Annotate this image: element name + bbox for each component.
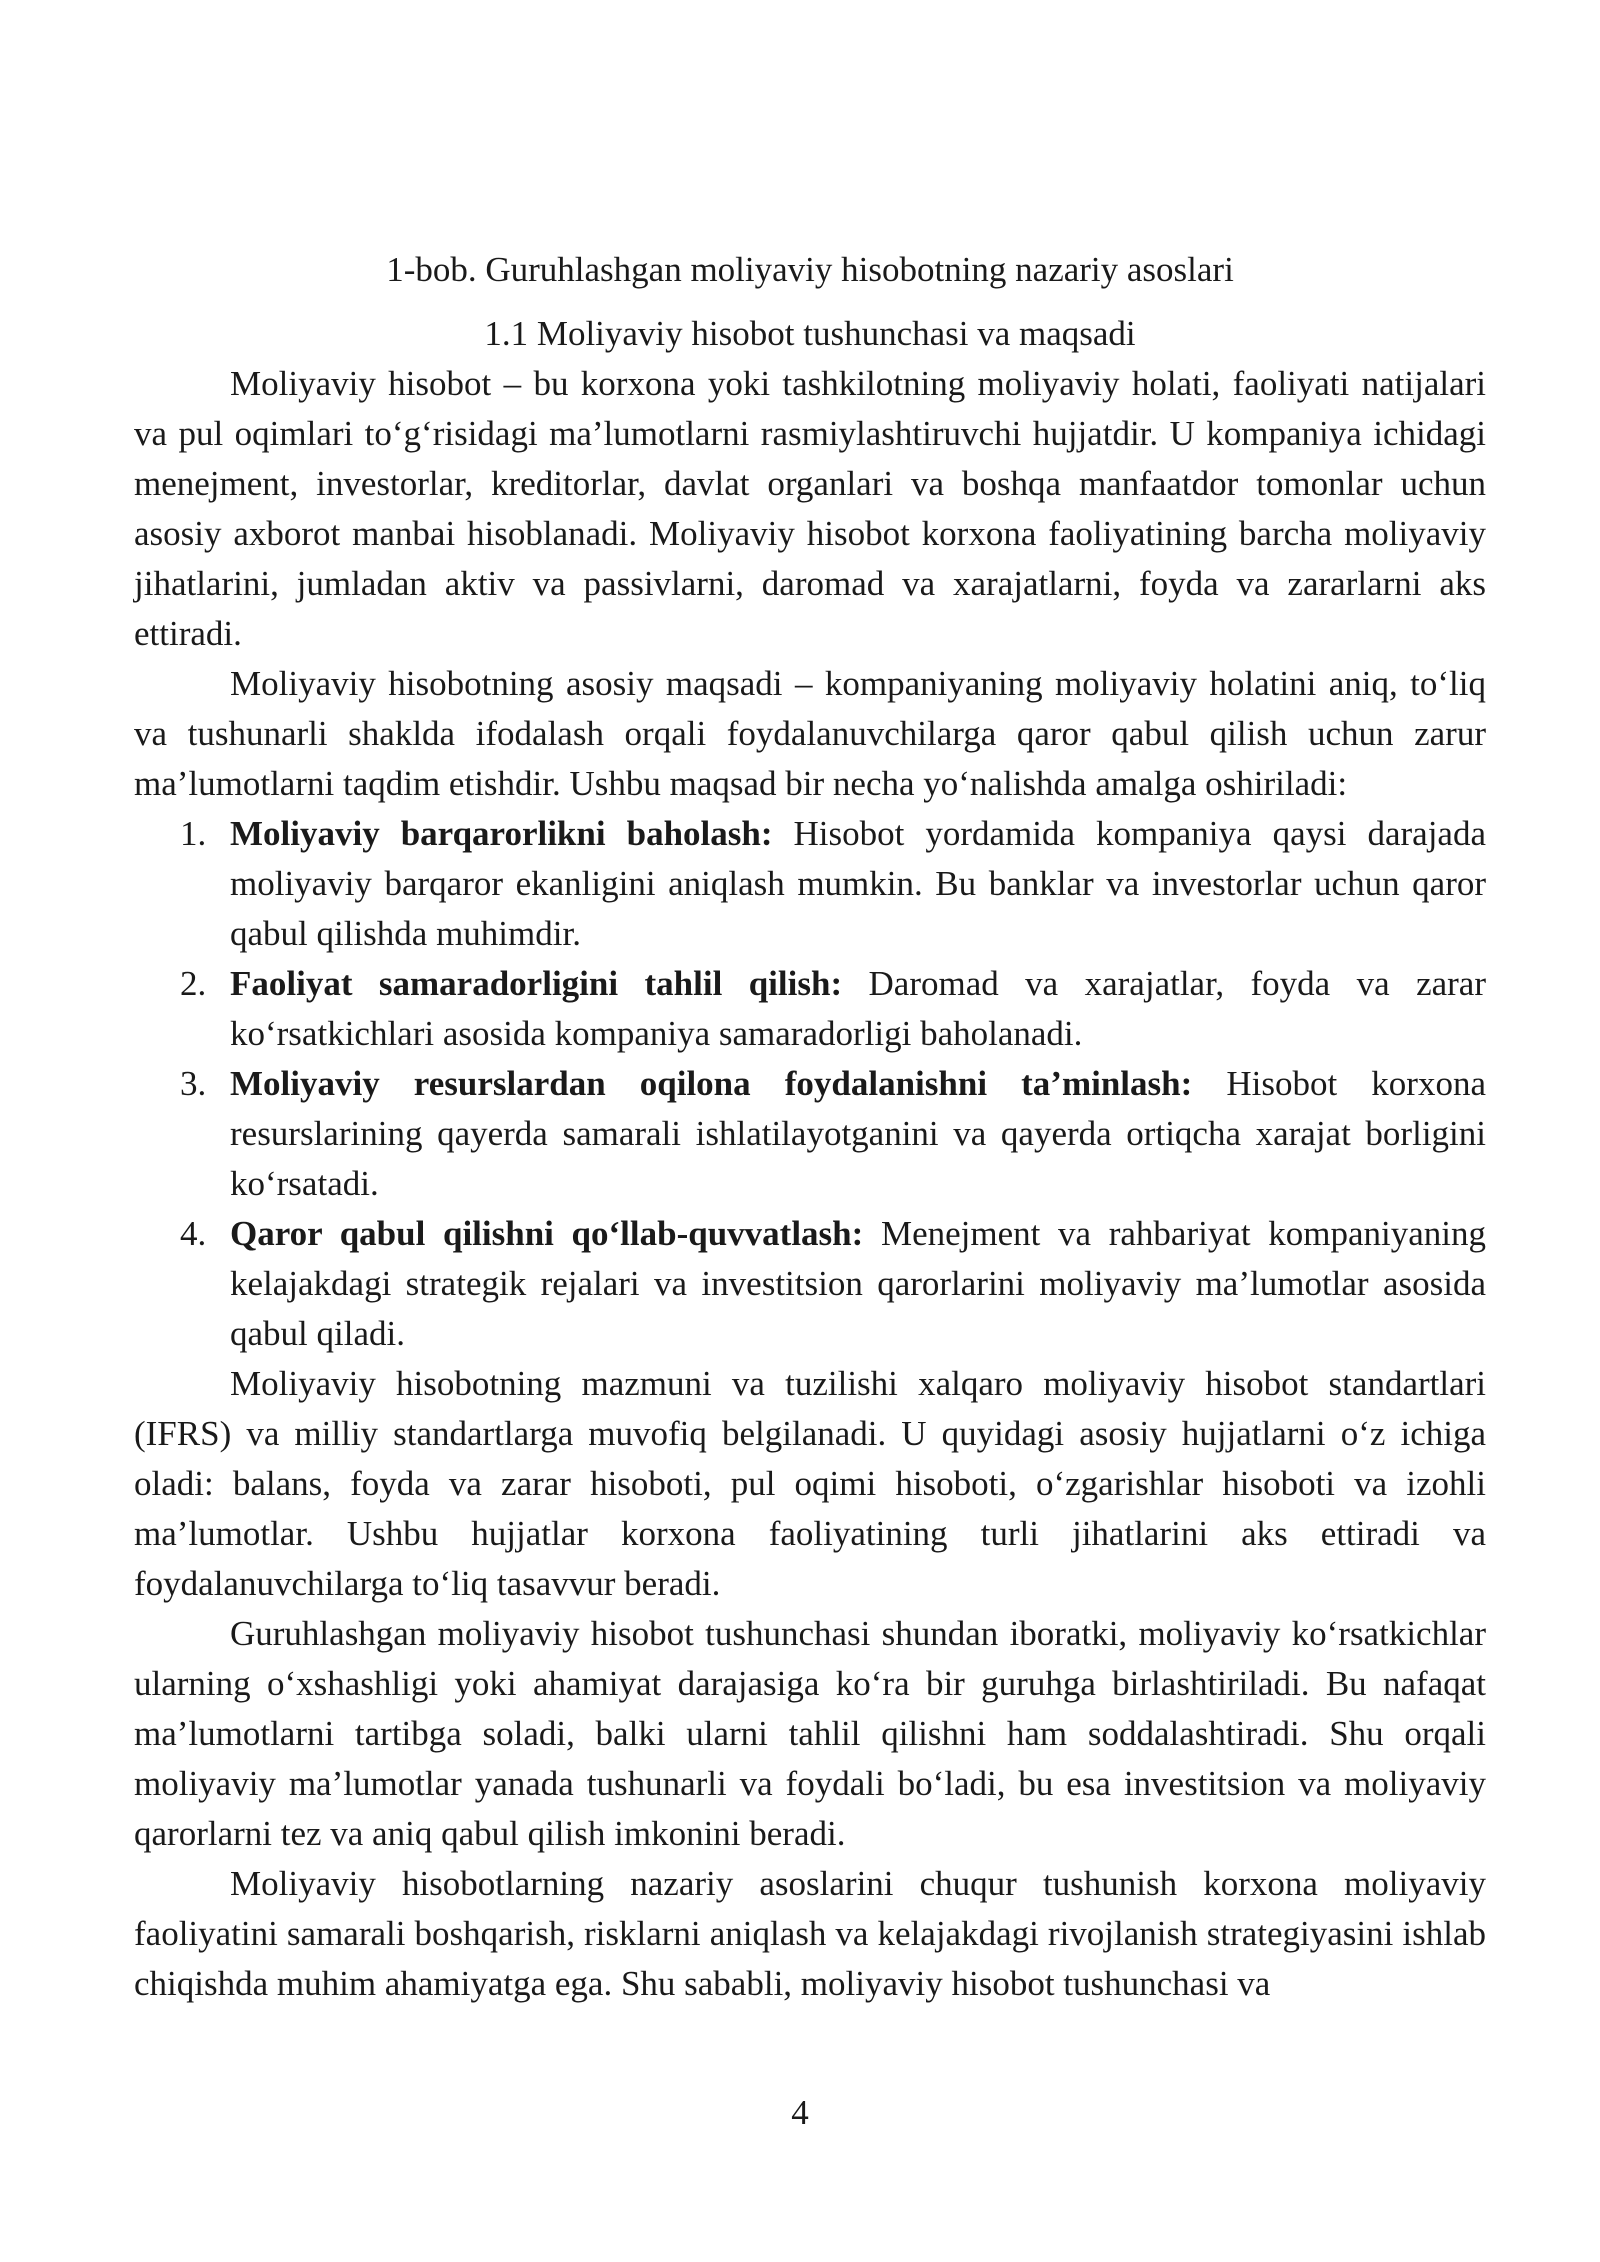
paragraph-grouped-reporting: Guruhlashgan moliyaviy hisobot tushunchasi shundan iboratki, moliyaviy ko‘rsatkichlar ularning o‘xshashligi yoki ahamiyat darajasiga ko‘ra bir guruhga birlashtiriladi. Bu nafaqat ma’lumotlarni tartibga soladi, balki ularni tahlil qilishni ham soddalashtiradi. Shu orqali moliyaviy ma’lumotlar yanada tushunarli va foydali bo‘ladi, bu esa investitsion va moliyaviy qarorlarni tez va aniq qabul qilish imkonini beradi. bbox=[134, 1614, 1486, 1853]
purpose-list bbox=[134, 809, 1486, 1359]
list-item-text: Menejment va rahbariyat kompaniyaning kelajakdagi strategik rejalari va investitsion qarorlarini moliyaviy ma’lumotlar asosida qabul qiladi. bbox=[230, 1214, 1486, 1353]
list-item bbox=[134, 809, 1486, 959]
paragraph-purpose: Moliyaviy hisobotning asosiy maqsadi – kompaniyaning moliyaviy holatini aniq, to‘liq va tushunarli shaklda ifodalash orqali foydalanuvchilarga qaror qabul qilish uchun zarur ma’lumotlarni taqdim etishdir. Ushbu maqsad bir necha yo‘nalishda amalga oshiriladi: bbox=[134, 664, 1486, 803]
list-item-term: Moliyaviy resurslardan oqilona foydalanishni ta’minlash: bbox=[230, 1064, 1193, 1103]
section-title: 1.1 Moliyaviy hisobot tushunchasi va maqsadi bbox=[484, 314, 1136, 353]
list-item-number: 3. bbox=[180, 1064, 207, 1103]
list-item-text: Daromad va xarajatlar, foyda va zarar ko‘rsatkichlari asosida kompaniya samaradorligi baholanadi. bbox=[230, 964, 1486, 1053]
list-item-term: Faoliyat samaradorligini tahlil qilish: bbox=[230, 964, 843, 1003]
list-item-number: 1. bbox=[180, 814, 207, 853]
list-item-text: Hisobot korxona resurslarining qayerda samarali ishlatilayotganini va qayerda ortiqcha xarajat borligini ko‘rsatadi. bbox=[230, 1064, 1486, 1203]
document-page bbox=[134, 245, 1486, 2009]
list-item bbox=[134, 1209, 1486, 1359]
paragraph-definition: Moliyaviy hisobot – bu korxona yoki tashkilotning moliyaviy holati, faoliyati natijalari va pul oqimlari to‘g‘risidagi ma’lumotlarni rasmiylashtiruvchi hujjatdir. U kompaniya ichidagi menejment, investorlar, kreditorlar, davlat organlari va boshqa manfaatdor tomonlar uchun asosiy axborot manbai hisoblanadi. Moliyaviy hisobot korxona faoliyatining barcha moliyaviy jihatlarini, jumladan aktiv va passivlarni, daromad va xarajatlarni, foyda va zararlarni aks ettiradi. bbox=[134, 364, 1486, 653]
list-item bbox=[134, 1059, 1486, 1209]
list-item-number: 2. bbox=[180, 964, 207, 1003]
list-item-text: Hisobot yordamida kompaniya qaysi darajada moliyaviy barqaror ekanligini aniqlash mumkin. Bu banklar va investorlar uchun qaror qabul qilishda muhimdir. bbox=[230, 814, 1486, 953]
list-item-term: Moliyaviy barqarorlikni baholash: bbox=[230, 814, 773, 853]
page-number: 4 bbox=[791, 2093, 809, 2132]
paragraph-standards: Moliyaviy hisobotning mazmuni va tuzilishi xalqaro moliyaviy hisobot standartlari (IFRS) va milliy standartlarga muvofiq belgilanadi. U quyidagi asosiy hujjatlarni o‘z ichiga oladi: balans, foyda va zarar hisoboti, pul oqimi hisoboti, o‘zgarishlar hisoboti va izohli ma’lumotlar. Ushbu hujjatlar korxona faoliyatining turli jihatlarini aks ettiradi va foydalanuvchilarga to‘liq tasavvur beradi. bbox=[134, 1364, 1486, 1603]
paragraph-theoretical-basis: Moliyaviy hisobotlarning nazariy asoslarini chuqur tushunish korxona moliyaviy faoliyatini samarali boshqarish, risklarni aniqlash va kelajakdagi rivojlanish strategiyasini ishlab chiqishda muhim ahamiyatga ega. Shu sababli, moliyaviy hisobot tushunchasi va bbox=[134, 1864, 1486, 2003]
chapter-title: 1-bob. Guruhlashgan moliyaviy hisobotning nazariy asoslari bbox=[386, 250, 1234, 289]
list-item bbox=[134, 959, 1486, 1059]
list-item-number: 4. bbox=[180, 1214, 207, 1253]
list-item-term: Qaror qabul qilishni qo‘llab-quvvatlash: bbox=[230, 1214, 864, 1253]
